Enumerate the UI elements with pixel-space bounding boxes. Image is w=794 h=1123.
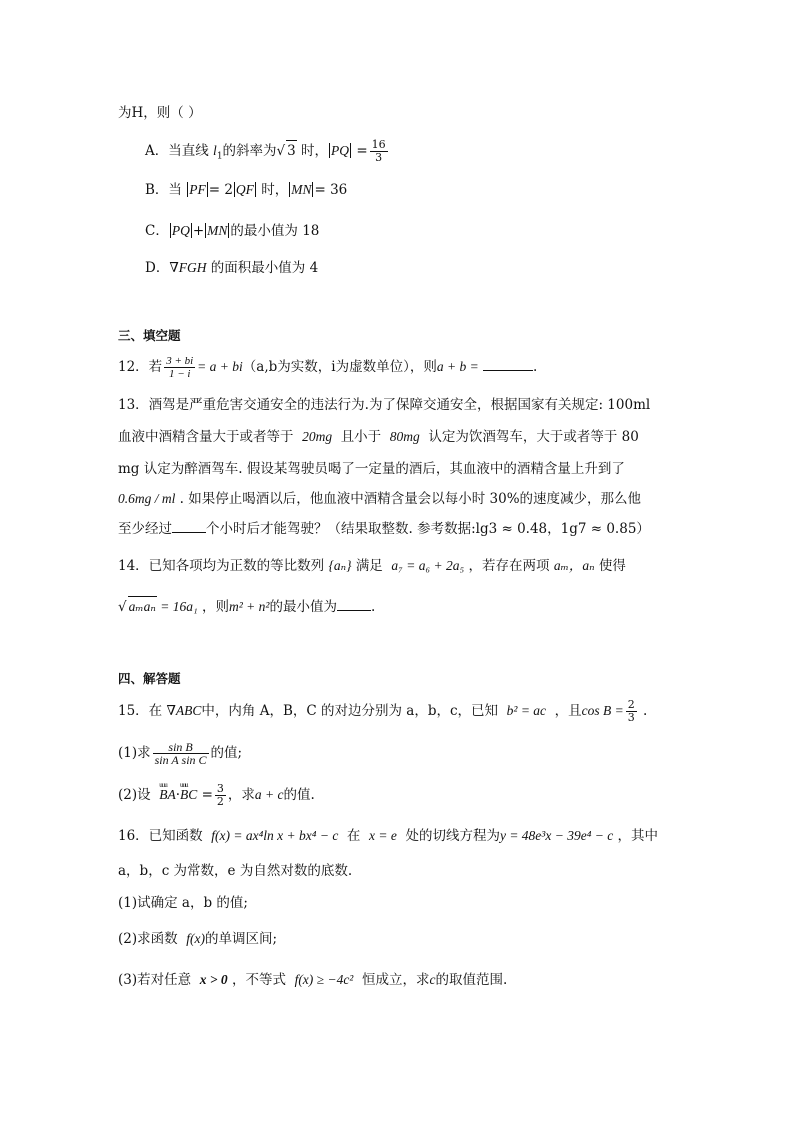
q16-p3-a: (3)若对任意 bbox=[118, 972, 192, 988]
q15-dot: · bbox=[175, 787, 181, 803]
q15-l1-c: ，且 bbox=[554, 703, 582, 719]
q14-l2-c: 的最小值为 bbox=[269, 599, 337, 615]
opt-a-time: 时， bbox=[296, 143, 329, 159]
q14-l1-c: ，若存在两项 bbox=[468, 558, 550, 574]
q13-l2-m1: 20mg bbox=[302, 429, 333, 444]
q16-p1-text: (1)试确定 a，b 的值; bbox=[118, 895, 248, 911]
opt-a-frac-num: 16 bbox=[371, 138, 386, 151]
q15-eq: b² = ac bbox=[506, 703, 547, 718]
q15-triangle: ∇ABC bbox=[166, 703, 202, 718]
q13-line-1-text: 13．酒驾是严重危害交通安全的违法行为.为了保障交通安全，根据国家有关规定: 100ml bbox=[118, 397, 651, 413]
q16-part-1 bbox=[118, 893, 684, 913]
q14-sqrt: aₘaₙ bbox=[128, 596, 157, 617]
q14-seq: {aₙ} bbox=[328, 558, 352, 573]
q12-tail: a + b = bbox=[436, 359, 479, 374]
q14-l2-eq: = 16a₁ bbox=[156, 599, 198, 614]
q14-expr: m² + n² bbox=[228, 599, 270, 614]
opt-d-triangle: ∇FGH bbox=[169, 260, 207, 275]
opt-c-label: C． bbox=[145, 223, 169, 239]
q13-line-4 bbox=[118, 489, 684, 509]
q16-l1-c: 处的切线方程为 bbox=[405, 828, 500, 844]
q14-l1-a: 14．已知各项均为正数的等比数列 bbox=[118, 558, 325, 574]
section-4-title bbox=[118, 669, 684, 689]
opt-c-pq: PQ bbox=[171, 223, 190, 238]
q13-l5-b: 个小时后才能驾驶？（结果取整数. 参考数据:lg3 ≈ 0.48，1g7 ≈ 0.85） bbox=[206, 521, 650, 537]
q14-l2-b: ，则 bbox=[201, 599, 229, 615]
opt-b-qf: QF bbox=[235, 182, 254, 197]
q15-p1-fraction bbox=[153, 741, 209, 766]
q16-p3-b: ，不等式 bbox=[231, 972, 286, 988]
opt-c-mn: MN bbox=[207, 223, 228, 238]
q12-eq: = a + bi bbox=[197, 359, 243, 374]
q13-line-1 bbox=[118, 395, 684, 415]
q15-p1-a: (1)求 bbox=[118, 745, 151, 761]
q15-part-2 bbox=[118, 783, 684, 808]
q13-l5-a: 至少经过 bbox=[118, 521, 172, 537]
q15-line-1 bbox=[118, 699, 684, 724]
q11-option-a: A．当直线 $l_1$的斜率为√ 3 时， PQ = $\frac{16}{3}$ bbox=[145, 138, 386, 164]
opt-d-label: D． bbox=[145, 260, 170, 276]
q16-part-2 bbox=[118, 929, 684, 949]
q13-l4-b: . 如果停止喝酒以后，他血液中酒精含量会以每小时 30%的速度减少，那么他 bbox=[175, 491, 642, 507]
q16-p2-f: f(x) bbox=[186, 931, 205, 946]
q15-p2-expr: a + c bbox=[254, 787, 284, 802]
opt-a-sub: 1 bbox=[216, 151, 223, 162]
q15-p2-c: 的值. bbox=[283, 787, 315, 803]
q14-line-1 bbox=[118, 556, 684, 576]
q12-end: . bbox=[533, 359, 538, 375]
q15-p2-b: ，求 bbox=[227, 787, 255, 803]
q14-end: . bbox=[370, 599, 376, 615]
q15-l1-a: 15．在 bbox=[118, 703, 163, 719]
q15-part-1 bbox=[118, 741, 684, 766]
opt-c-plus: + bbox=[192, 223, 205, 239]
q13-l2-c: 认定为饮酒驾车，大于或者等于 80 bbox=[428, 429, 639, 445]
q11-option-c bbox=[145, 221, 684, 241]
q11-option-d bbox=[145, 258, 684, 278]
q16-p2-b: 的单调区间; bbox=[204, 931, 278, 947]
opt-a-label: A．当直线 bbox=[145, 143, 214, 159]
q13-l4-m: 0.6mg / ml bbox=[118, 491, 176, 506]
q11-stem-tail bbox=[118, 103, 684, 123]
q12-fraction bbox=[164, 355, 195, 380]
q13-line-2 bbox=[118, 427, 684, 447]
q13-l2-m2: 80mg bbox=[389, 429, 420, 444]
q16-p3-c: 恒成立，求 bbox=[361, 972, 430, 988]
q14-answer-blank[interactable] bbox=[337, 598, 371, 611]
q16-line-1 bbox=[118, 826, 684, 846]
q13-l2-a: 血液中酒精含量大于或者等于 bbox=[118, 429, 294, 445]
opt-a-mid: 的斜率为 bbox=[222, 143, 277, 159]
q11-option-b bbox=[145, 180, 684, 200]
q11-stem-text: 为H，则（ ） bbox=[118, 105, 202, 121]
q15-cos: cos B = bbox=[581, 703, 624, 718]
section-3-title-text: 三、填空题 bbox=[118, 328, 181, 343]
q16-p3-ineq: f(x) ≥ −4c² bbox=[294, 972, 354, 987]
opt-a-frac-den: 3 bbox=[375, 151, 383, 164]
q15-p2-a: (2)设 bbox=[118, 787, 151, 803]
q15-p1-num: sin B bbox=[153, 741, 209, 754]
q16-l1-a: 16．已知函数 bbox=[118, 828, 203, 844]
q16-line-2-text: a，b，c 为常数，e 为自然对数的底数. bbox=[118, 863, 353, 879]
q13-line-3-text: mg 认定为醉酒驾车. 假设某驾驶员喝了一定量的酒后，其血液中的酒精含量上升到了 bbox=[118, 461, 625, 477]
q16-function: f(x) = ax⁴ln x + bx⁴ − c bbox=[211, 828, 339, 843]
q14-line-2: √ aₘaₙ = 16a₁ ，则m² + n²的最小值为 . bbox=[118, 596, 684, 617]
q12-paren: （a,b为实数，i为虚数单位），则 bbox=[242, 359, 437, 375]
q14-eq: a₇ = a₆ + 2a₅ bbox=[391, 558, 465, 573]
opt-d-tail: 的面积最小值为 4 bbox=[206, 260, 319, 276]
q15-l1-b: 中，内角 A，B，C 的对边分别为 a，b，c，已知 bbox=[201, 703, 499, 719]
opt-a-sqrt: 3 bbox=[286, 140, 297, 161]
opt-b-eq: = 2 bbox=[208, 182, 233, 198]
q15-p2-eq: = bbox=[197, 787, 213, 803]
q15-cos-fraction bbox=[626, 699, 637, 724]
q16-p2-a: (2)求函数 bbox=[118, 931, 178, 947]
section-4-title-text: 四、解答题 bbox=[118, 671, 181, 686]
section-3-title bbox=[118, 326, 684, 346]
opt-c-tail: 的最小值为 18 bbox=[230, 223, 320, 239]
opt-a-fraction bbox=[370, 139, 388, 164]
opt-b-mn: MN bbox=[291, 182, 312, 197]
opt-a-pq: PQ bbox=[331, 143, 350, 158]
q12-answer-blank[interactable] bbox=[483, 358, 533, 371]
q12-num: 12．若 bbox=[118, 359, 163, 375]
q12 bbox=[118, 355, 684, 380]
q16-line-2 bbox=[118, 861, 684, 881]
q15-p2-num: 3 bbox=[216, 782, 224, 795]
opt-b-val: = 36 bbox=[314, 182, 348, 198]
q15-vector-ba: uuu BA bbox=[159, 785, 176, 805]
q13-l2-b: 且小于 bbox=[340, 429, 382, 445]
q14-l1-d: 使得 bbox=[598, 558, 626, 574]
q13-line-5 bbox=[118, 519, 684, 539]
opt-b-mid: 时， bbox=[256, 182, 289, 198]
opt-a-line-l: l bbox=[213, 143, 217, 158]
q15-frac-num: 2 bbox=[627, 698, 635, 711]
q16-x: x = e bbox=[369, 828, 397, 843]
q15-p1-b: 的值; bbox=[210, 745, 243, 761]
q13-answer-blank[interactable] bbox=[172, 520, 206, 533]
q14-l1-b: 满足 bbox=[355, 558, 383, 574]
q16-l1-d: ，其中 bbox=[617, 828, 659, 844]
q15-p2-fraction bbox=[215, 783, 226, 808]
q14-terms: aₘ，aₙ bbox=[553, 558, 595, 573]
q16-p3-x: x > 0 bbox=[199, 972, 228, 987]
q16-l1-b: 在 bbox=[346, 828, 361, 844]
q16-tangent: y = 48e³x − 39e⁴ − c bbox=[499, 828, 614, 843]
q15-l1-end: . bbox=[643, 703, 648, 719]
opt-b-pf: PF bbox=[189, 182, 206, 197]
q16-p3-d: 的取值范围. bbox=[435, 972, 508, 988]
q12-frac-den: 1 − i bbox=[168, 368, 191, 380]
q15-frac-den: 3 bbox=[627, 711, 635, 724]
q16-p3-cvar: c bbox=[429, 972, 436, 987]
q12-frac-num: 3 + bi bbox=[166, 355, 194, 367]
q15-p1-den: sin A sin C bbox=[154, 753, 207, 767]
q15-p2-den: 2 bbox=[216, 795, 224, 808]
q16-part-3 bbox=[118, 970, 684, 990]
q13-line-3 bbox=[118, 459, 684, 479]
q15-vector-bc: uuu BC bbox=[180, 785, 197, 805]
opt-b-label: B．当 bbox=[145, 182, 187, 198]
